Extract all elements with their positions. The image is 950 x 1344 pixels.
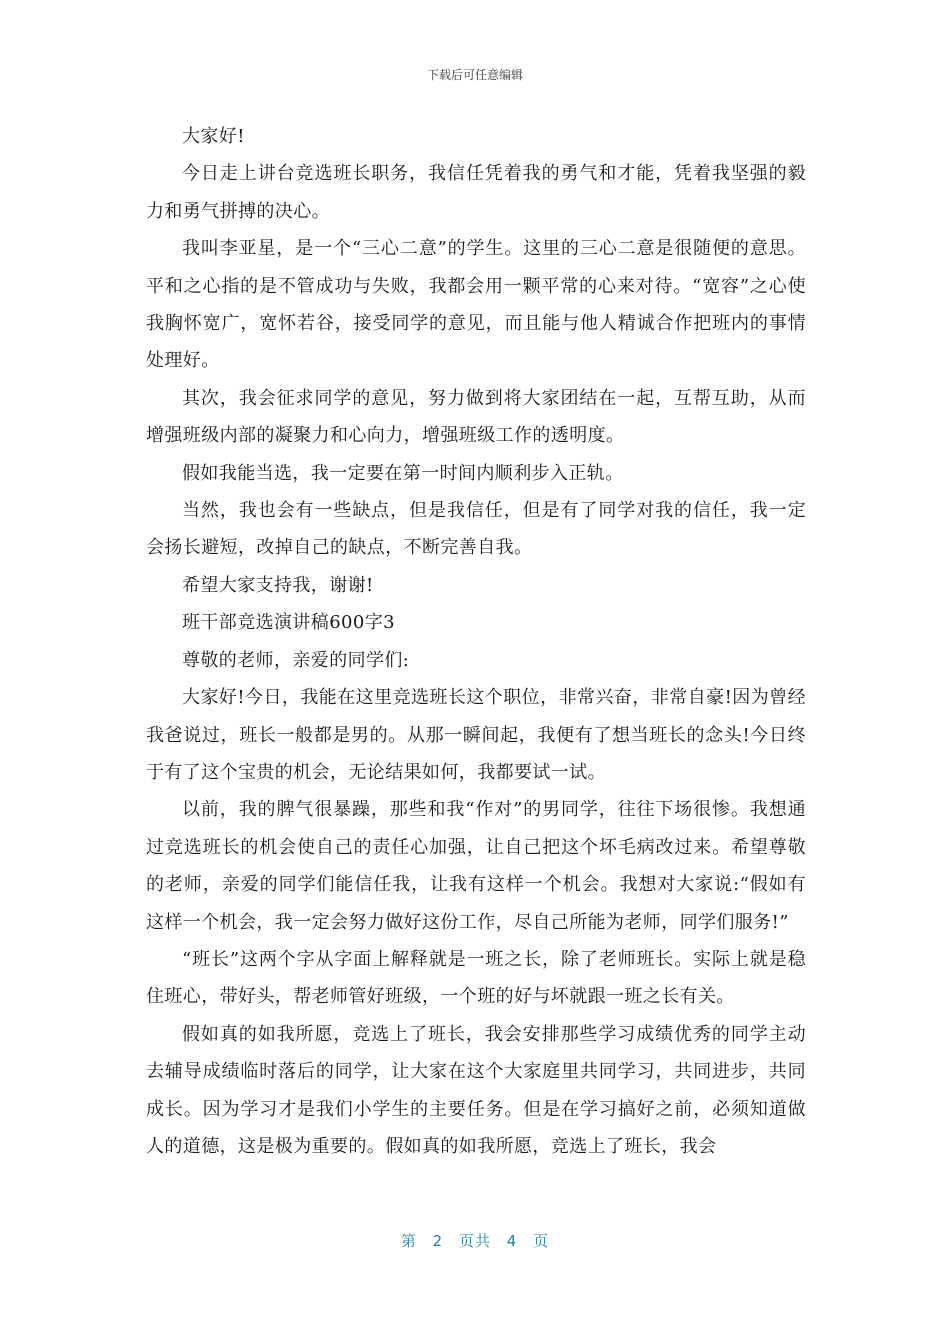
page-number-current: 2 — [432, 1232, 444, 1250]
section-heading: 班干部竞选演讲稿600字3 — [182, 612, 396, 634]
paragraph: 大家好!今日，我能在这里竞选班长这个职位，非常兴奋，非常自豪!因为曾经我爸说过，班长一般都是男的。从那一瞬间起，我便有了想当班长的念头!今日终于有了这个宝贵的机会，无论结果如何，我都要试一试。 — [146, 687, 806, 783]
paragraph: 假如真的如我所愿，竞选上了班长，我会安排那些学习成绩优秀的同学主动去辅导成绩临时落后的同学，让大家在这个大家庭里共同学习，共同进步，共同成长。因为学习才是我们小学生的主要任务。但是在学习搞好之前，必须知道做人的道德，这是极为重要的。假如真的如我所愿，竞选上了班长，我会 — [146, 1023, 806, 1157]
page-footer — [0, 1230, 950, 1251]
paragraph: 我叫李亚星，是一个“三心二意”的学生。这里的三心二意是很随便的意思。平和之心指的是不管成功与失败，我都会用一颗平常的心来对待。“宽容”之心使我胸怀宽广，宽怀若谷，接受同学的意见，而且能与他人精诚合作把班内的事情处理好。 — [146, 238, 806, 372]
paragraph: 假如我能当选，我一定要在第一时间内顺利步入正轨。 — [182, 462, 624, 484]
paragraph: 其次，我会征求同学的意见，努力做到将大家团结在一起，互帮互助，从而增强班级内部的凝聚力和心向力，增强班级工作的透明度。 — [146, 387, 806, 447]
page-header: 下载后可任意编辑 — [426, 68, 523, 82]
document-body — [146, 118, 806, 1165]
paragraph: “班长”这两个字从字面上解释就是一班之长，除了老师班长。实际上就是稳住班心，带好头，帮老师管好班级，一个班的好与坏就跟一班之长有关。 — [146, 948, 806, 1008]
page-number-total: 4 — [506, 1232, 518, 1250]
paragraph: 今日走上讲台竞选班长职务，我信任凭着我的勇气和才能，凭着我坚强的毅力和勇气拼搏的决心。 — [146, 163, 806, 222]
page-label-prefix: 第 — [400, 1232, 417, 1250]
salutation: 尊敬的老师，亲爱的同学们: — [182, 649, 410, 671]
paragraph: 希望大家支持我，谢谢! — [182, 574, 374, 596]
page-label-mid: 页共 — [458, 1232, 491, 1250]
page-label-suffix: 页 — [533, 1232, 550, 1250]
paragraph: 当然，我也会有一些缺点，但是我信任，但是有了同学对我的信任，我一定会扬长避短，改掉自己的缺点，不断完善自我。 — [146, 500, 806, 559]
paragraph: 以前，我的脾气很暴躁，那些和我“作对”的男同学，往往下场很惨。我想通过竞选班长的机会使自己的责任心加强，让自己把这个坏毛病改过来。希望尊敬的老师，亲爱的同学们能信任我，让我有这样一个机会。我想对大家说:“假如有这样一个机会，我一定会努力做好这份工作，尽自己所能为老师，同学们服务!” — [146, 799, 806, 933]
paragraph: 大家好! — [182, 126, 245, 147]
